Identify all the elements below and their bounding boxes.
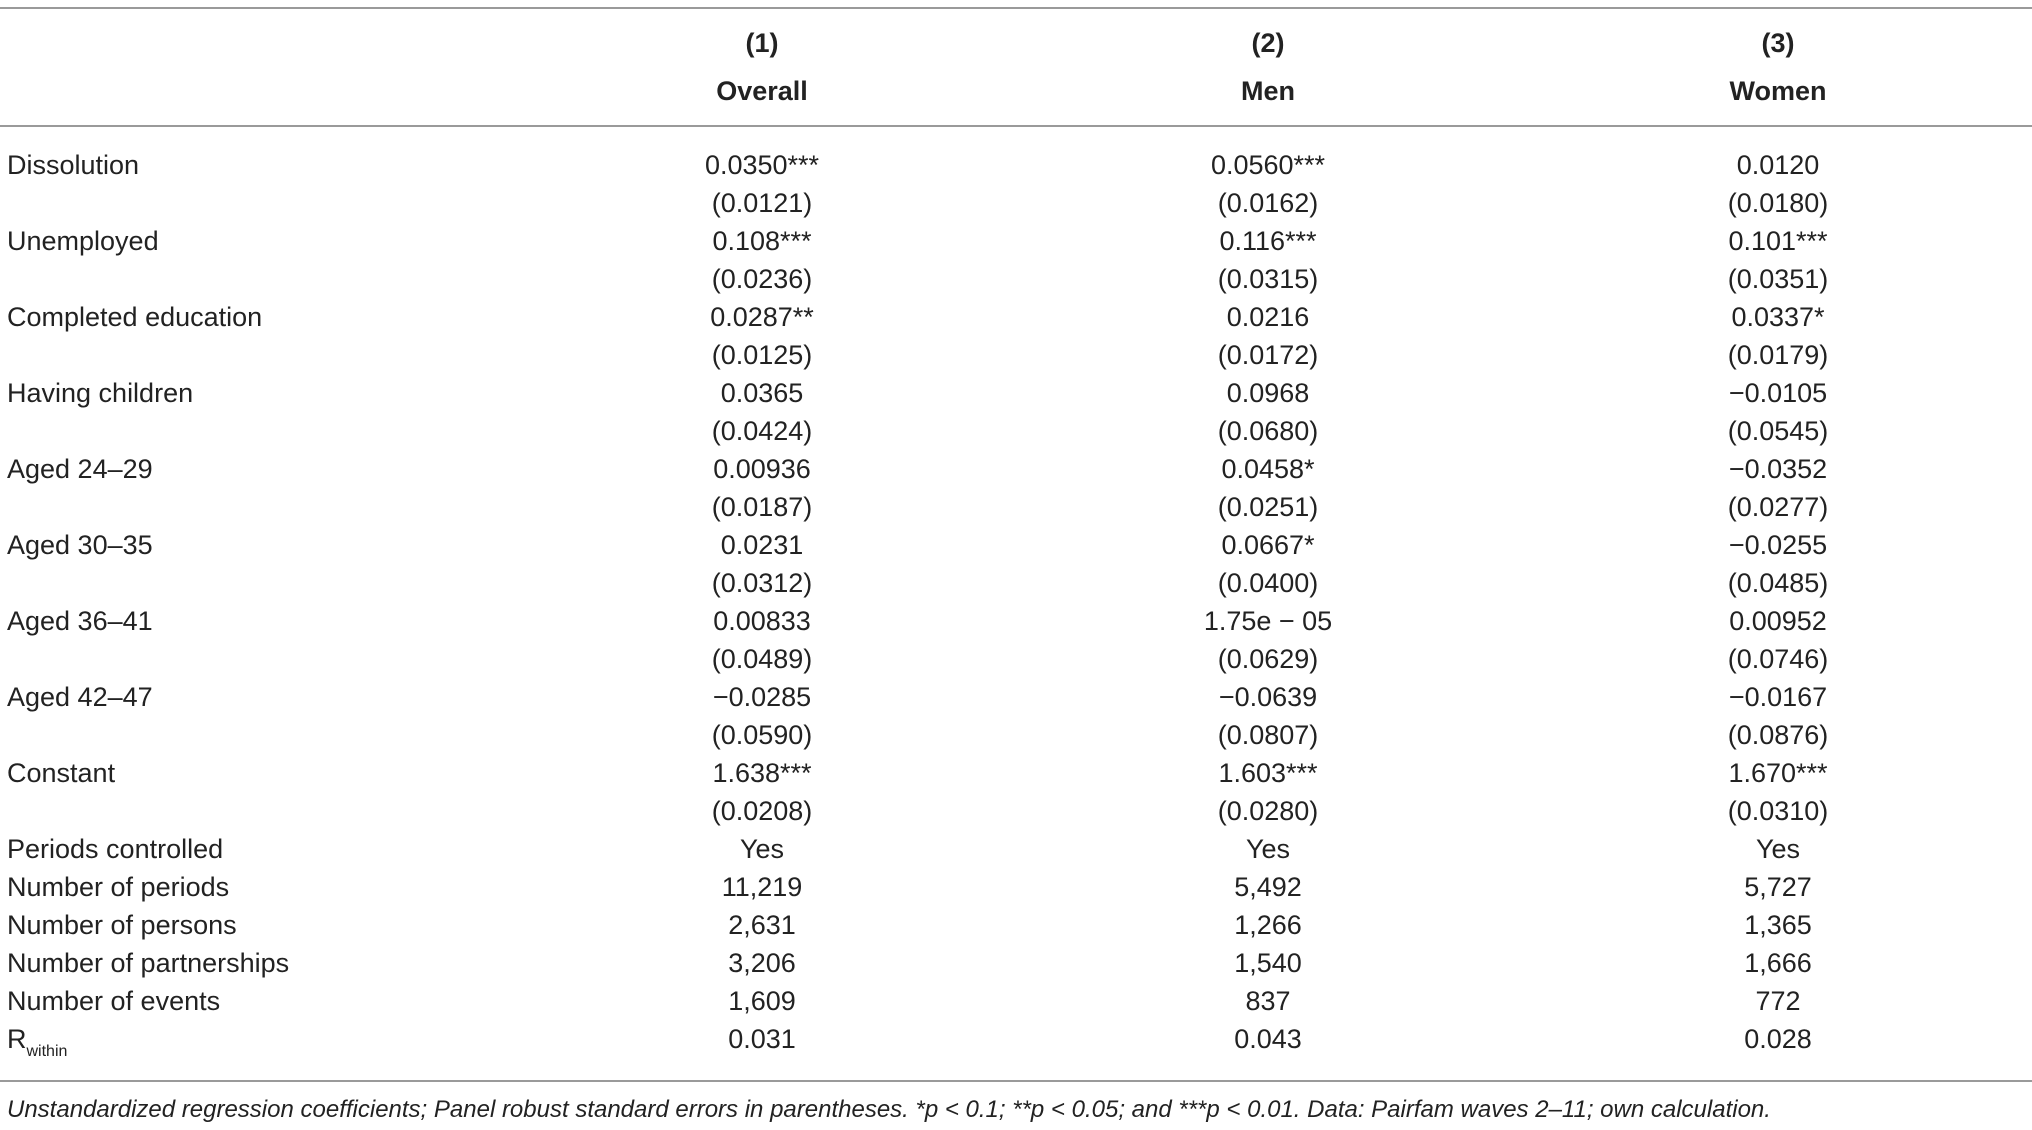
cell-men: Yes bbox=[1245, 834, 1291, 864]
cell-men: (0.0280) bbox=[1217, 796, 1319, 826]
table-row bbox=[0, 944, 2032, 982]
cell-women: 0.101*** bbox=[1728, 226, 1828, 256]
cell-women: (0.0351) bbox=[1727, 264, 1829, 294]
column-label: Women bbox=[1729, 76, 1827, 106]
table-row bbox=[0, 374, 2032, 412]
row-label-text: Aged 42–47 bbox=[7, 682, 153, 712]
row-label-text: Number of events bbox=[7, 986, 221, 1016]
cell-men: 0.0968 bbox=[1226, 378, 1310, 408]
cell-women: −0.0352 bbox=[1728, 454, 1828, 484]
cell-women: −0.0255 bbox=[1728, 530, 1828, 560]
cell-overall: 0.108*** bbox=[712, 226, 812, 256]
cell-overall: (0.0121) bbox=[711, 188, 813, 218]
cell-overall: (0.0125) bbox=[711, 340, 813, 370]
table-body bbox=[0, 146, 2032, 1058]
row-label bbox=[7, 982, 220, 1020]
cell-men: 1.603*** bbox=[1218, 758, 1318, 788]
cell-overall: (0.0208) bbox=[711, 796, 813, 826]
row-label-text: Having children bbox=[7, 378, 194, 408]
cell-men: (0.0629) bbox=[1217, 644, 1319, 674]
cell-women: (0.0876) bbox=[1727, 720, 1829, 750]
row-label-text: Number of partnerships bbox=[7, 948, 290, 978]
cell-men: 0.043 bbox=[1234, 1024, 1302, 1054]
cell-overall: (0.0312) bbox=[711, 568, 813, 598]
cell-overall: 0.0287** bbox=[710, 302, 814, 332]
header-rule bbox=[0, 125, 2032, 127]
row-label-text: Completed education bbox=[7, 302, 263, 332]
row-label-text: Unemployed bbox=[7, 226, 159, 256]
column-label: Men bbox=[1241, 76, 1295, 106]
column-label: Overall bbox=[716, 76, 808, 106]
cell-men: (0.0400) bbox=[1217, 568, 1319, 598]
table-row-standard-error bbox=[0, 260, 2032, 298]
cell-men: (0.0251) bbox=[1217, 492, 1319, 522]
cell-men: 837 bbox=[1245, 986, 1291, 1016]
cell-women: 1,666 bbox=[1744, 948, 1812, 978]
cell-overall: 1.638*** bbox=[712, 758, 812, 788]
row-label-text: Number of periods bbox=[7, 872, 230, 902]
table-row bbox=[0, 450, 2032, 488]
table-row-standard-error bbox=[0, 716, 2032, 754]
cell-men: (0.0172) bbox=[1217, 340, 1319, 370]
cell-women: 0.00952 bbox=[1729, 606, 1827, 636]
row-label-text: Aged 30–35 bbox=[7, 530, 153, 560]
row-label bbox=[7, 906, 237, 944]
cell-women: (0.0277) bbox=[1727, 492, 1829, 522]
cell-overall: 1,609 bbox=[728, 986, 796, 1016]
cell-men: 0.0560*** bbox=[1210, 150, 1326, 180]
row-label bbox=[7, 830, 223, 868]
cell-overall: (0.0424) bbox=[711, 416, 813, 446]
cell-men: 0.0458* bbox=[1221, 454, 1315, 484]
cell-overall: 2,631 bbox=[728, 910, 796, 940]
table-row bbox=[0, 526, 2032, 564]
row-label bbox=[7, 944, 289, 982]
cell-overall: (0.0590) bbox=[711, 720, 813, 750]
row-label bbox=[7, 754, 115, 792]
table-bottom-rule bbox=[0, 1080, 2032, 1082]
row-label-text: R bbox=[7, 1024, 27, 1054]
table-row-standard-error bbox=[0, 488, 2032, 526]
cell-overall: (0.0489) bbox=[711, 644, 813, 674]
row-label bbox=[7, 450, 153, 488]
table-row-standard-error bbox=[0, 792, 2032, 830]
cell-men: 1,266 bbox=[1234, 910, 1302, 940]
table-footnote: Unstandardized regression coefficients; Panel robust standard errors in parentheses. *p < 0.1; **p < 0.05; and ***p < 0.01. Data: Pairfam waves 2–11; own calculation. bbox=[7, 1096, 1771, 1123]
cell-women: (0.0180) bbox=[1727, 188, 1829, 218]
cell-overall: 0.0350*** bbox=[704, 150, 820, 180]
table-row bbox=[0, 602, 2032, 640]
row-label-text: Aged 24–29 bbox=[7, 454, 153, 484]
cell-men: 0.0667* bbox=[1221, 530, 1315, 560]
cell-overall: Yes bbox=[739, 834, 785, 864]
cell-men: (0.0315) bbox=[1217, 264, 1319, 294]
row-label bbox=[7, 222, 159, 260]
row-label bbox=[7, 678, 153, 716]
cell-women: 0.028 bbox=[1744, 1024, 1812, 1054]
table-row-standard-error bbox=[0, 564, 2032, 602]
cell-overall: 11,219 bbox=[721, 872, 803, 902]
cell-men: −0.0639 bbox=[1218, 682, 1318, 712]
cell-overall: −0.0285 bbox=[712, 682, 812, 712]
cell-men: 1.75e − 05 bbox=[1203, 606, 1333, 636]
cell-overall: 0.00833 bbox=[713, 606, 811, 636]
cell-men: 0.116*** bbox=[1219, 226, 1317, 256]
cell-women: (0.0746) bbox=[1727, 644, 1829, 674]
row-label-text: Number of persons bbox=[7, 910, 237, 940]
cell-women: (0.0179) bbox=[1727, 340, 1829, 370]
cell-women: 1,365 bbox=[1744, 910, 1812, 940]
cell-women: −0.0167 bbox=[1728, 682, 1828, 712]
table-row bbox=[0, 754, 2032, 792]
cell-overall: 0.031 bbox=[728, 1024, 796, 1054]
cell-women: 0.0120 bbox=[1736, 150, 1820, 180]
column-number: (3) bbox=[1761, 28, 1795, 58]
table-row bbox=[0, 868, 2032, 906]
cell-women: Yes bbox=[1755, 834, 1801, 864]
row-label-subscript: within bbox=[26, 1043, 68, 1060]
cell-overall: (0.0187) bbox=[711, 492, 813, 522]
cell-overall: 0.0231 bbox=[720, 530, 804, 560]
cell-women: (0.0485) bbox=[1727, 568, 1829, 598]
cell-women: 5,727 bbox=[1744, 872, 1812, 902]
row-label bbox=[7, 146, 139, 184]
cell-women: −0.0105 bbox=[1728, 378, 1828, 408]
column-number: (1) bbox=[745, 28, 779, 58]
row-label bbox=[7, 868, 229, 906]
cell-women: (0.0310) bbox=[1727, 796, 1829, 826]
table-top-rule bbox=[0, 7, 2032, 9]
cell-men: 1,540 bbox=[1234, 948, 1302, 978]
cell-overall: 3,206 bbox=[728, 948, 796, 978]
table-row bbox=[0, 906, 2032, 944]
cell-overall: 0.00936 bbox=[713, 454, 811, 484]
table-row bbox=[0, 146, 2032, 184]
row-label bbox=[7, 374, 193, 412]
row-label bbox=[7, 1020, 67, 1071]
row-label bbox=[7, 526, 153, 564]
row-label-text: Constant bbox=[7, 758, 116, 788]
table-row bbox=[0, 830, 2032, 868]
cell-men: 0.0216 bbox=[1226, 302, 1310, 332]
row-label-text: Periods controlled bbox=[7, 834, 224, 864]
cell-women: 772 bbox=[1755, 986, 1801, 1016]
cell-overall: 0.0365 bbox=[720, 378, 804, 408]
table-row bbox=[0, 678, 2032, 716]
column-number: (2) bbox=[1251, 28, 1285, 58]
row-label bbox=[7, 602, 153, 640]
cell-women: 0.0337* bbox=[1731, 302, 1825, 332]
cell-overall: (0.0236) bbox=[711, 264, 813, 294]
cell-women: 1.670*** bbox=[1728, 758, 1828, 788]
cell-women: (0.0545) bbox=[1727, 416, 1829, 446]
table-row bbox=[0, 222, 2032, 260]
table-row-standard-error bbox=[0, 412, 2032, 450]
table-row-standard-error bbox=[0, 336, 2032, 374]
cell-men: (0.0162) bbox=[1217, 188, 1319, 218]
cell-men: (0.0807) bbox=[1217, 720, 1319, 750]
table-row bbox=[0, 982, 2032, 1020]
row-label-text: Dissolution bbox=[7, 150, 140, 180]
row-label-text: Aged 36–41 bbox=[7, 606, 153, 636]
cell-men: (0.0680) bbox=[1217, 416, 1319, 446]
table-row-standard-error bbox=[0, 640, 2032, 678]
cell-men: 5,492 bbox=[1234, 872, 1302, 902]
row-label bbox=[7, 298, 262, 336]
table-row-standard-error bbox=[0, 184, 2032, 222]
table-row bbox=[0, 1020, 2032, 1058]
table-row bbox=[0, 298, 2032, 336]
